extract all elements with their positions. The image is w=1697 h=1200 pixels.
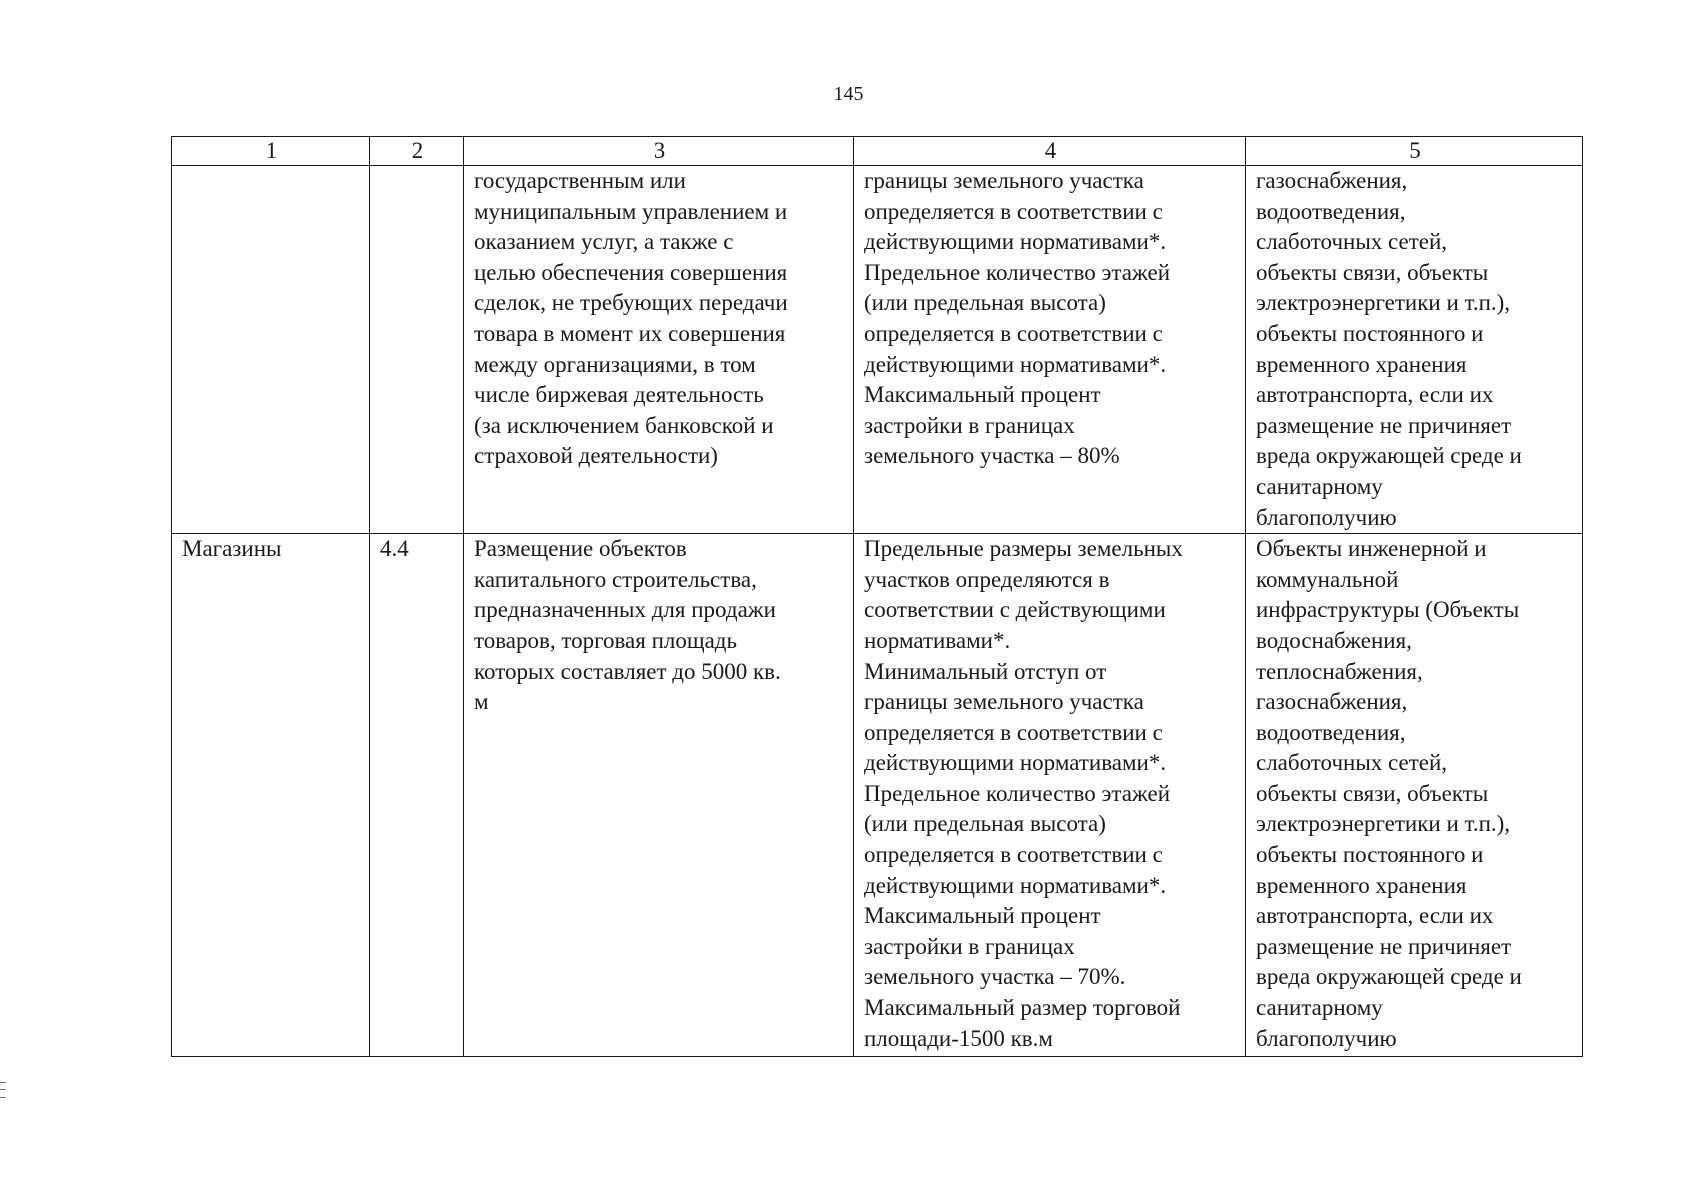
use-code-cell [370, 166, 464, 534]
parameters-text: границы земельного участка определяется в соответствии с действующими нормативами*. Предельное количество этажей (или предельная высота) определяется в соответствии с действующими нормативами*. Максимальный процент застройки в границах земельного участка – 80% [864, 168, 1171, 469]
column-header-4: 4 [854, 137, 1246, 166]
column-header-3: 3 [464, 137, 854, 166]
column-header-5: 5 [1246, 137, 1583, 166]
table-row [172, 534, 1583, 1057]
column-header-1: 1 [172, 137, 370, 166]
parameters-cell [854, 166, 1246, 534]
use-description-cell [464, 534, 854, 1057]
auxiliary-uses-cell [1246, 166, 1583, 534]
auxiliary-uses-cell [1246, 534, 1583, 1057]
use-name-cell [172, 534, 370, 1057]
use-name-text: Магазины [182, 536, 282, 562]
parameters-cell [854, 534, 1246, 1057]
regulations-table [171, 136, 1583, 1057]
scan-margin-mark [0, 1082, 6, 1098]
auxiliary-uses-text: Объекты инженерной и коммунальной инфраструктуры (Объекты водоснабжения, теплоснабжения, газоснабжения, водоотведения, слаботочных сетей, объекты связи, объекты электроэнергетики и т.п.), объекты постоянного и временного хранения автотранспорта, если их размещение не причиняет вреда окружающей среде и санитарному благополучию [1256, 536, 1522, 1051]
auxiliary-uses-text: газоснабжения, водоотведения, слаботочных сетей, объекты связи, объекты электроэнергетики и т.п.), объекты постоянного и временного хранения автотранспорта, если их размещение не причиняет вреда окружающей среде и санитарному благополучию [1256, 168, 1522, 530]
page-number: 145 [833, 83, 864, 105]
table-header-row [172, 137, 1583, 166]
table-row [172, 166, 1583, 534]
use-description-text: государственным или муниципальным управлением и оказанием услуг, а также с целью обеспечения совершения сделок, не требующих передачи товара в момент их совершения между организациями, в том числе биржевая деятельность (за исключением банковской и страховой деятельности) [474, 168, 788, 469]
use-description-cell [464, 166, 854, 534]
use-name-cell [172, 166, 370, 534]
use-code-text: 4.4 [380, 536, 409, 562]
column-header-2: 2 [370, 137, 464, 166]
use-code-cell [370, 534, 464, 1057]
parameters-text: Предельные размеры земельных участков определяются в соответствии с действующими нормативами*. Минимальный отступ от границы земельного участка определяется в соответствии с действующими нормативами*. Предельное количество этажей (или предельная высота) определяется в соответствии с действующими нормативами*. Максимальный процент застройки в границах земельного участка – 70%. Максимальный размер торговой площади-1500 кв.м [864, 536, 1183, 1051]
use-description-text: Размещение объектов капитального строительства, предназначенных для продажи товаров, торговая площадь которых составляет до 5000 кв. м [474, 536, 781, 715]
